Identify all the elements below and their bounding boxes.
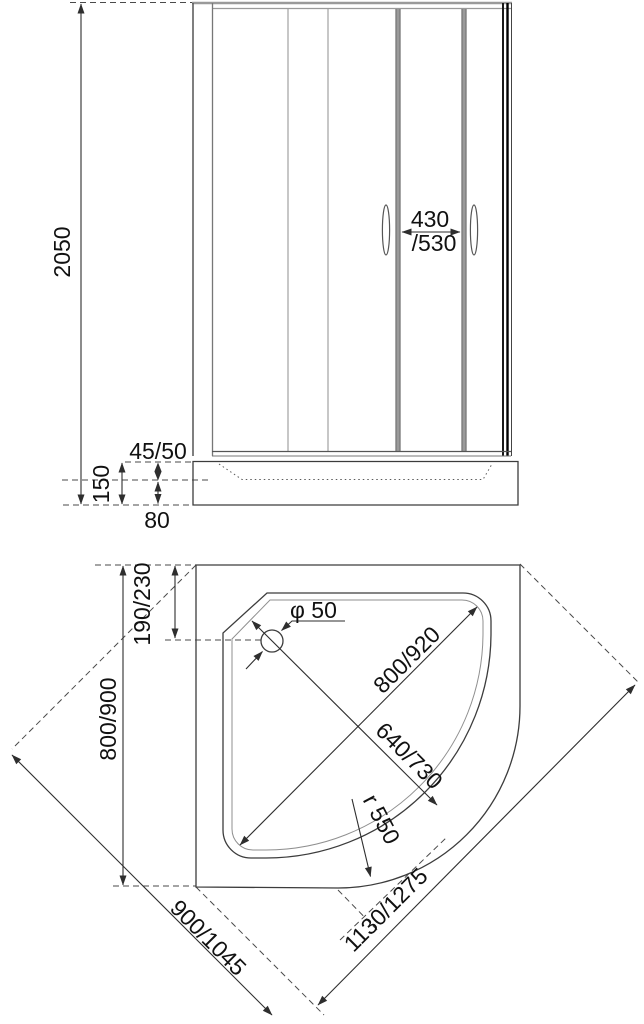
tray-front-profile [193,462,518,506]
dim-front-radius [352,790,405,877]
drain-diameter-label: φ 50 [290,597,337,623]
drain-offset-label: 190/230 [129,562,156,646]
drain-diagonal-label: 640/730 [370,717,448,795]
door-handle-left [382,205,389,255]
dim-inner-diagonal [240,607,477,845]
dim-left-diagonal [12,755,272,1015]
enclosure-frame [192,3,512,456]
plan-view [12,562,640,1015]
rim-arrow-diamond [154,463,161,481]
ext-diag-right-corner [520,564,640,684]
inner-diagonal-label: 800/920 [368,621,446,699]
dim-drain-offset [129,562,175,645]
dim-tray-height [88,463,122,504]
base-height-label: 80 [144,507,170,533]
door-stile-right [462,9,466,451]
front-elevation-view [49,3,518,534]
dim-base-height [144,482,170,533]
rim-height-label: 45/50 [129,438,187,464]
door-width-label-1: 430 [410,206,450,232]
dim-back-wall [95,566,123,885]
tray-plan-inner-rim [232,600,483,850]
left-diagonal-label: 900/1045 [165,894,252,981]
tray-height-label: 150 [88,464,115,504]
dim-rim-height [129,438,187,481]
tray-basin-dotted [219,464,492,480]
door-stile-left [396,9,400,451]
dim-door-width [402,206,460,256]
right-diagonal-label: 1130/1275 [338,862,433,957]
door-width-label-2: /530 [411,230,457,256]
dim-drain-diameter [246,597,345,669]
dim-right-diagonal [318,685,635,1005]
back-wall-label: 800/900 [95,677,122,761]
front-radius-label: r 550 [357,789,406,849]
dim-overall-height [49,4,81,504]
tray-outline [193,462,518,506]
overall-height-label: 2050 [49,226,76,278]
door-handle-right [470,205,477,255]
